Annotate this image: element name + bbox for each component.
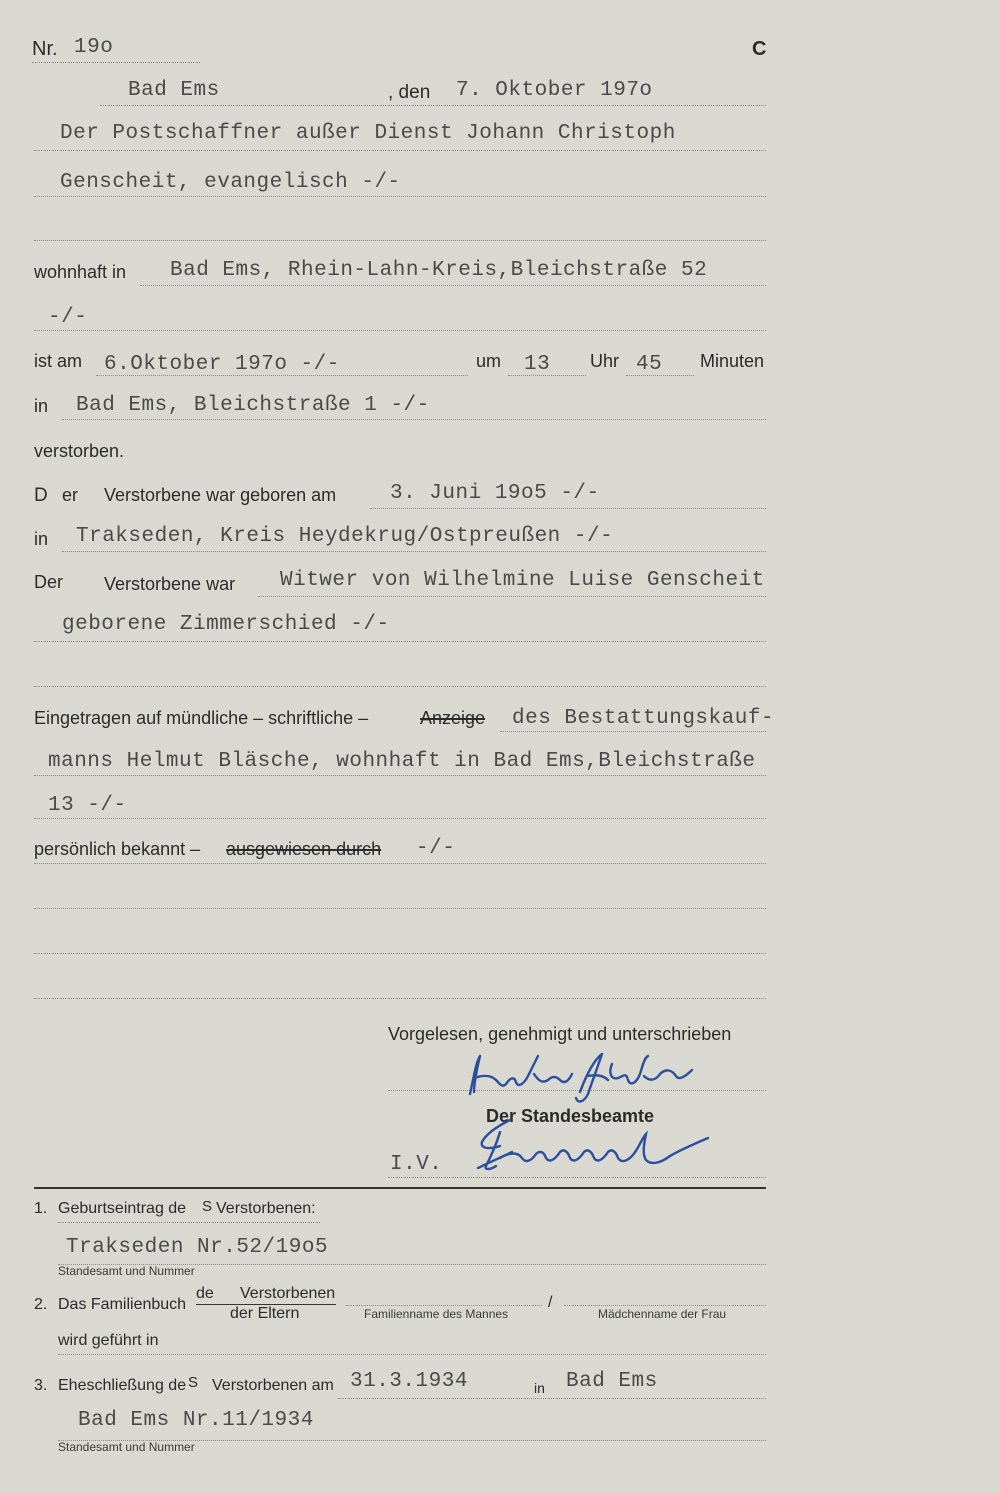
marriage-place: Bad Ems <box>566 1370 658 1393</box>
item3-label-b: Verstorbenen am <box>212 1377 334 1394</box>
dotted-line <box>62 419 766 420</box>
item2-de: de <box>196 1285 214 1302</box>
dotted-line <box>346 1305 542 1306</box>
marriage-date: 31.3.1934 <box>350 1370 468 1393</box>
dotted-line <box>34 863 766 864</box>
item2-label: Das Familienbuch <box>58 1296 187 1313</box>
death-hour: 13 <box>524 353 551 376</box>
ist-am-label: ist am <box>34 351 83 371</box>
item2-wife-caption: Mädchenname der Frau <box>598 1307 727 1321</box>
dotted-line <box>34 150 766 151</box>
item1-number: 1. <box>34 1200 48 1217</box>
verstorben-label: verstorben. <box>34 441 125 461</box>
item2-kept-in: wird geführt in <box>58 1332 159 1349</box>
iv-label: I.V. <box>390 1153 443 1176</box>
place-name: Bad Ems <box>128 79 220 102</box>
registration-struck: Anzeige <box>420 708 486 728</box>
entry-number: 19o <box>74 36 114 59</box>
identity-label: persönlich bekannt – <box>34 839 201 859</box>
item2-deceased: Verstorbenen <box>240 1285 336 1302</box>
item1-superscript: S <box>202 1198 213 1215</box>
section-rule <box>34 1187 766 1189</box>
residence-value: Bad Ems, Rhein-Lahn-Kreis,Bleichstraße 52 <box>170 259 708 282</box>
birth-in-label: in <box>34 529 49 549</box>
item2-slash: / <box>548 1294 553 1311</box>
person-line-1: Der Postschaffner außer Dienst Johann Christoph <box>60 122 676 145</box>
den-label: , den <box>388 82 431 103</box>
dotted-line <box>34 953 766 954</box>
person-line-2: Genscheit, evangelisch -/- <box>60 171 401 194</box>
dotted-line <box>34 196 766 197</box>
dotted-line <box>500 731 766 732</box>
dotted-line <box>626 375 694 376</box>
identity-struck: ausgewiesen durch <box>226 839 382 859</box>
item2-husband-caption: Familienname des Mannes <box>364 1307 509 1321</box>
death-date: 6.Oktober 197o -/- <box>104 353 340 376</box>
dotted-line <box>370 508 766 509</box>
dotted-line <box>34 775 766 776</box>
minuten-label: Minuten <box>700 351 765 371</box>
dotted-line <box>34 818 766 819</box>
corner-letter: C <box>752 38 767 60</box>
dotted-line <box>338 1398 766 1399</box>
record-date: 7. Oktober 197o <box>456 79 653 102</box>
item1-value: Trakseden Nr.52/19o5 <box>66 1236 329 1259</box>
dotted-line <box>34 908 766 909</box>
dotted-line <box>34 686 766 687</box>
item3-value: Bad Ems Nr.11/1934 <box>78 1409 314 1432</box>
registration-line-1: des Bestattungskauf- <box>512 707 775 730</box>
dotted-line <box>508 375 586 376</box>
dotted-line <box>34 998 766 999</box>
registrar-signature <box>470 1112 720 1178</box>
birth-label: Verstorbene war geboren am <box>104 485 337 505</box>
death-minutes: 45 <box>636 353 663 376</box>
witness-signature <box>462 1046 712 1108</box>
identity-value: -/- <box>416 837 456 860</box>
dotted-line <box>96 375 468 376</box>
dotted-line <box>564 1305 766 1306</box>
marital-line-1: Witwer von Wilhelmine Luise Genscheit <box>280 569 765 592</box>
residence-cont: -/- <box>48 306 88 329</box>
dotted-line <box>58 1222 320 1223</box>
marital-label-der: Der <box>34 572 64 592</box>
um-label: um <box>476 351 502 371</box>
item2-number: 2. <box>34 1296 48 1313</box>
dotted-line <box>32 62 200 63</box>
marital-label: Verstorbene war <box>104 574 236 594</box>
item1-label: Geburtseintrag de <box>58 1200 187 1217</box>
dotted-line <box>58 1354 766 1355</box>
item3-number: 3. <box>34 1377 48 1394</box>
birth-label-d: D <box>34 485 48 506</box>
nr-label: Nr. <box>32 38 58 60</box>
item1-label-b: Verstorbenen: <box>216 1200 316 1217</box>
dotted-line <box>62 551 766 552</box>
birth-label-er: er <box>62 485 79 505</box>
read-approved-label: Vorgelesen, genehmigt und unterschrieben <box>388 1024 732 1044</box>
item3-label: Eheschließung de <box>58 1377 187 1394</box>
item2-parents: der Eltern <box>230 1305 300 1322</box>
residence-label: wohnhaft in <box>34 262 127 282</box>
dotted-line <box>140 285 766 286</box>
death-in-label: in <box>34 396 49 416</box>
dotted-line <box>100 105 766 106</box>
item3-in-label: in <box>534 1380 545 1396</box>
uhr-label: Uhr <box>590 351 620 371</box>
dotted-line <box>34 240 766 241</box>
birth-place: Trakseden, Kreis Heydekrug/Ostpreußen -/- <box>76 525 614 548</box>
registration-line-2: manns Helmut Bläsche, wohnhaft in Bad Ems,Bleichstraße <box>48 750 756 773</box>
dotted-line <box>34 330 766 331</box>
standesamt-caption-2: Standesamt und Nummer <box>58 1440 195 1454</box>
dotted-line <box>34 641 766 642</box>
dotted-line <box>258 596 766 597</box>
registration-line-3: 13 -/- <box>48 794 127 817</box>
item3-superscript: S <box>188 1374 199 1391</box>
marital-line-2: geborene Zimmerschied -/- <box>62 613 390 636</box>
birth-date: 3. Juni 19o5 -/- <box>390 482 600 505</box>
standesamt-caption: Standesamt und Nummer <box>58 1264 195 1278</box>
death-place: Bad Ems, Bleichstraße 1 -/- <box>76 394 430 417</box>
registrar-label: Der Standesbeamte <box>486 1106 655 1126</box>
registration-label: Eingetragen auf mündliche – schriftliche – <box>34 708 369 728</box>
